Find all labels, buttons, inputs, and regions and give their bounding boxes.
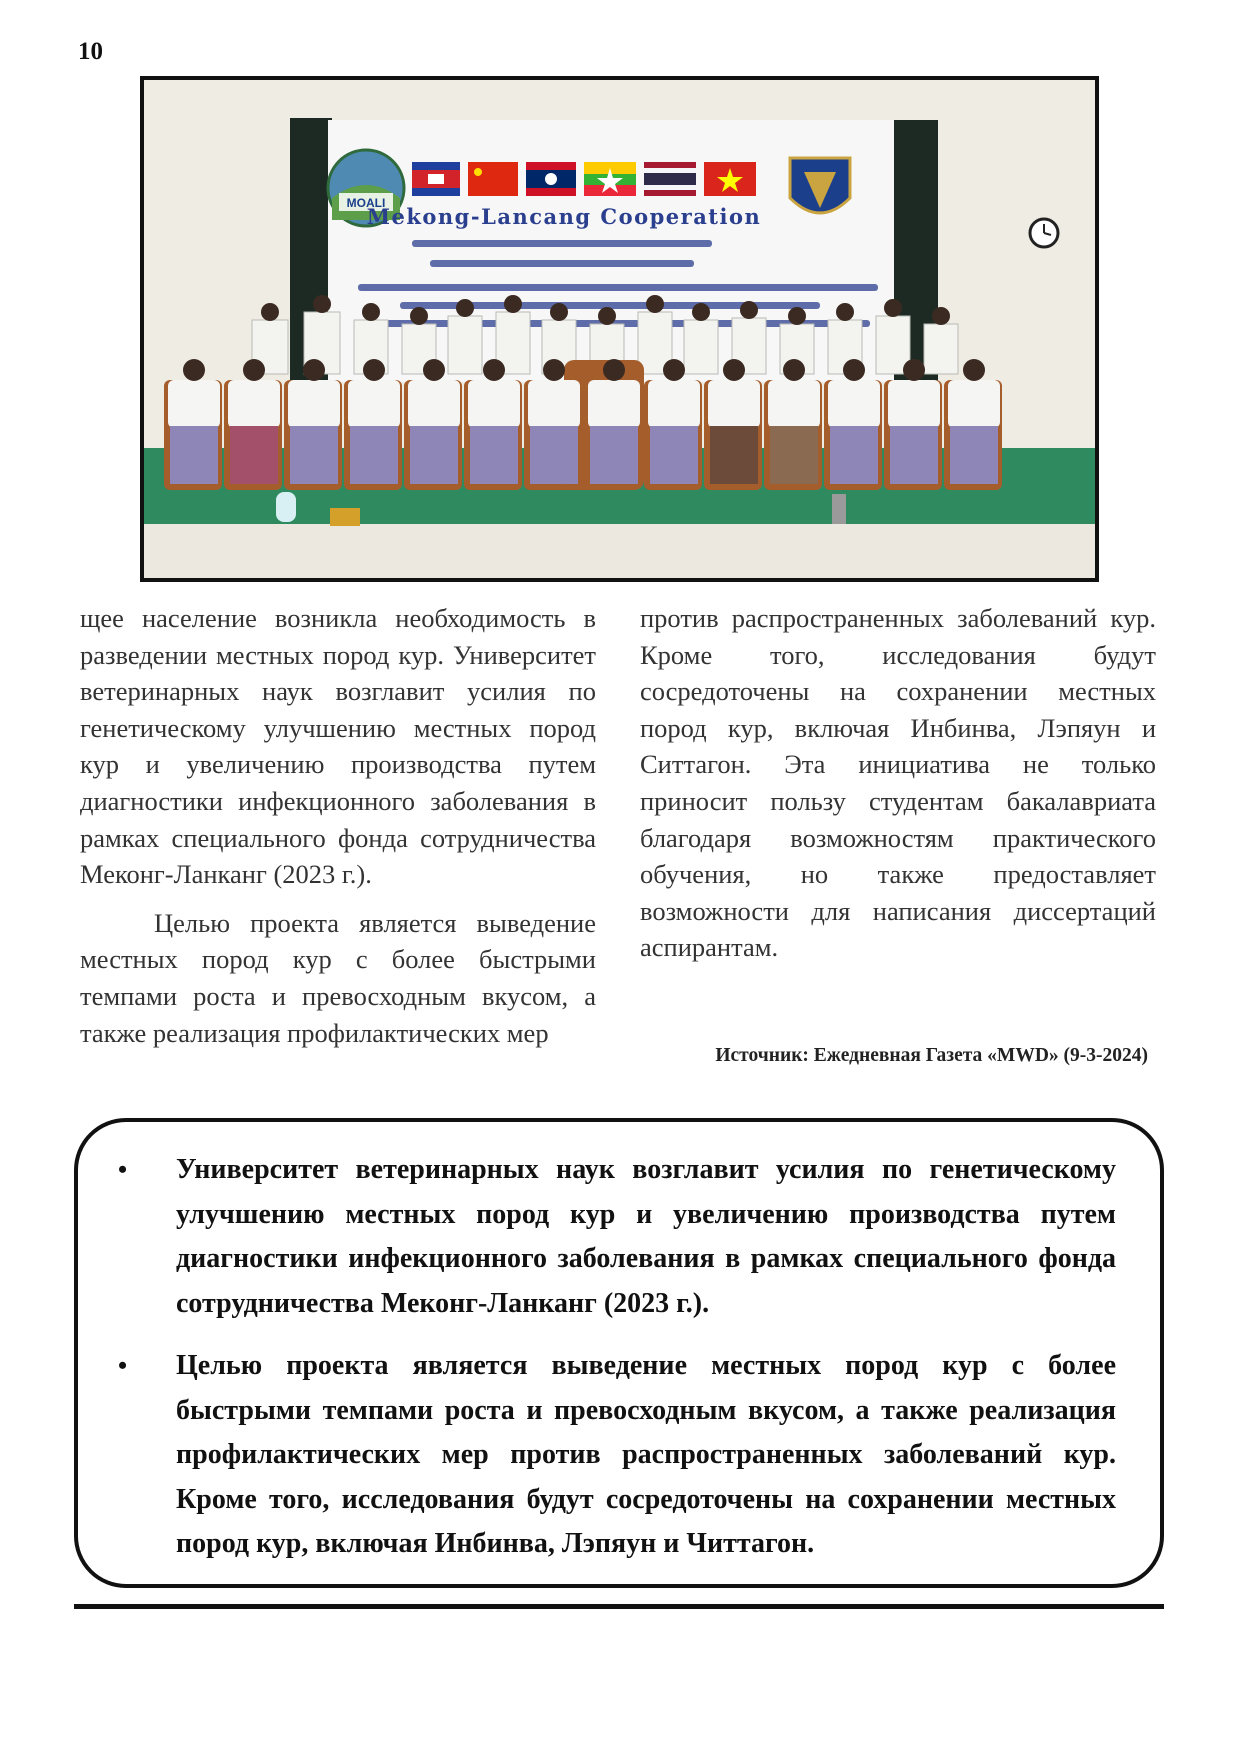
flag-icon	[526, 162, 576, 196]
bullet-icon: •	[118, 1155, 128, 1184]
summary-box	[74, 1118, 1164, 1588]
group-photo	[140, 76, 1099, 582]
university-crest-icon	[790, 158, 850, 213]
flag-icon	[412, 162, 460, 196]
article-paragraph: щее население возникла необходимость в разведении местных пород кур. Университет ветеринарных наук возглавит усилия по генетическому улучшению местных пород кур и увеличению производства путем диагностики инфекционного заболевания в рамках специального фонда сотрудничества Меконг-Ланканг (2023 г.).	[80, 603, 596, 890]
bottom-rule	[74, 1604, 1164, 1609]
svg-text:Mekong-Lancang Cooperation: Mekong-Lancang Cooperation	[366, 204, 762, 229]
flag-icon	[644, 162, 696, 196]
summary-item	[118, 1344, 1116, 1567]
flag-icon	[468, 162, 518, 196]
source-citation: Источник: Ежедневная Газета «MWD» (9-3-2024)	[715, 1045, 1148, 1066]
svg-text:MOALI: MOALI	[346, 196, 386, 210]
clock-icon	[1030, 219, 1058, 247]
bullet-icon: •	[118, 1351, 128, 1380]
article-left-column	[80, 600, 596, 1051]
flag-icon	[584, 162, 636, 196]
page-number: 10	[78, 38, 103, 65]
flag-icon	[704, 162, 756, 196]
article-paragraph: против распространенных заболеваний кур. Кроме того, исследования будут сосредоточены на сохранении местных пород кур, включая Инбинва, Лэпяун и Ситтагон. Эта инициатива не только приносит пользу студентам бакалавриата благодаря возможностям практического обучения, но также предоставляет возможности для написания диссертаций аспирантам.	[640, 603, 1156, 963]
summary-list	[118, 1148, 1116, 1567]
summary-item-text: Целью проекта является выведение местных пород кур с более быстрыми темпами роста и превосходным вкусом, а также реализация профилактических мер против распространенных заболеваний кур. Кроме того, исследования будут сосредоточены на сохранении местных пород кур, включая Инбинва, Лэпяун и Читтагон.	[176, 1350, 1116, 1559]
summary-item-text: Университет ветеринарных наук возглавит усилия по генетическому улучшению местных пород кур и увеличению производства путем диагностики инфекционного заболевания в рамках специального фонда сотрудничества Меконг-Ланканг (2023 г.).	[176, 1154, 1116, 1319]
summary-item	[118, 1148, 1116, 1326]
article-paragraph: Целью проекта является выведение местных пород кур с более быстрыми темпами роста и превосходным вкусом, а также реализация профилактических мер	[80, 907, 596, 1048]
article-right-column	[640, 600, 1156, 966]
